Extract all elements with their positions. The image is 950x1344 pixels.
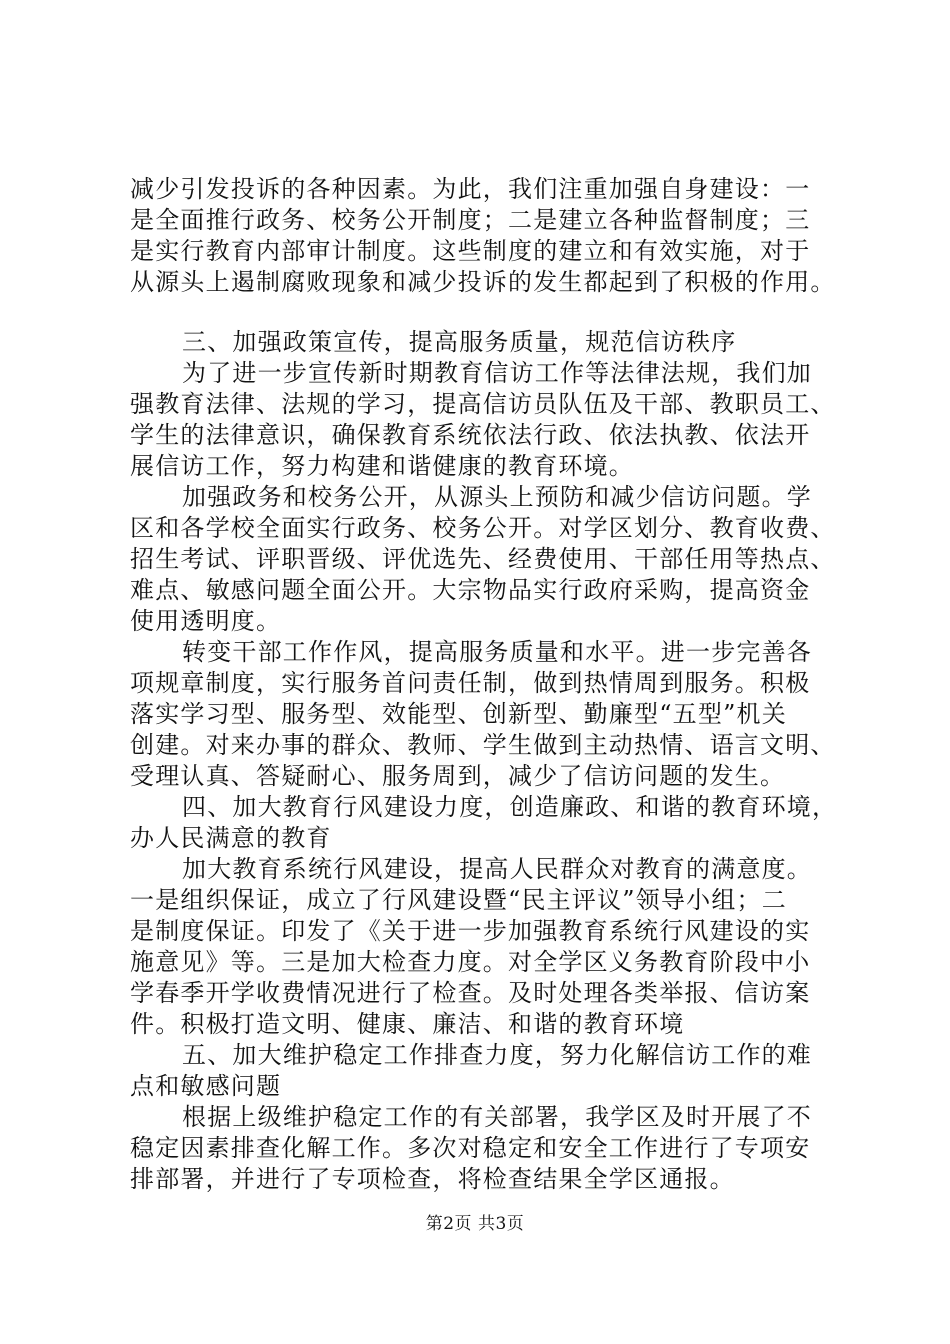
text-line: 受理认真、答疑耐心、服务周到，减少了信访问题的发生。 (130, 762, 786, 790)
section-heading-4: 四、加大教育行风建设力度，创造廉政、和谐的教育环境， (182, 793, 838, 821)
text-line: 加强政务和校务公开，从源头上预防和减少信访问题。学 (182, 483, 812, 511)
section-heading-3: 三、加强政策宣传，提高服务质量，规范信访秩序 (182, 328, 737, 356)
text-line: 稳定因素排查化解工作。多次对稳定和安全工作进行了专项安 (130, 1134, 811, 1162)
text-line: 是制度保证。印发了《关于进一步加强教育系统行风建设的实 (130, 917, 811, 945)
text-line: 招生考试、评职晋级、评优选先、经费使用、干部任用等热点、 (130, 545, 836, 573)
text-line: 展信访工作，努力构建和谐健康的教育环境。 (130, 452, 634, 480)
text-line: 为了进一步宣传新时期教育信访工作等法律法规，我们加 (182, 359, 812, 387)
text-line: 加大教育系统行风建设，提高人民群众对教育的满意度。 (182, 855, 812, 883)
page-footer (0, 1212, 950, 1236)
text-line: 转变干部工作作风，提高服务质量和水平。进一步完善各 (182, 638, 812, 666)
text-line: 减少引发投诉的各种因素。为此，我们注重加强自身建设：一 (130, 175, 811, 203)
text-line: 一是组织保证，成立了行风建设暨“民主评议”领导小组；二 (130, 886, 787, 914)
text-line: 件。积极打造文明、健康、廉洁、和谐的教育环境 (130, 1010, 685, 1038)
text-line: 区和各学校全面实行政务、校务公开。对学区划分、教育收费、 (130, 514, 836, 542)
text-line: 创建。对来办事的群众、教师、学生做到主动热情、语言文明、 (130, 731, 836, 759)
text-line: 落实学习型、服务型、效能型、创新型、勤廉型“五型”机关 (130, 700, 787, 728)
text-line: 排部署，并进行了专项检查，将检查结果全学区通报。 (130, 1165, 735, 1193)
text-line: 项规章制度，实行服务首问责任制，做到热情周到服务。积极 (130, 669, 811, 697)
page-number: 第2页 共3页 (425, 1214, 525, 1234)
section-heading-5-continued: 点和敏感问题 (130, 1072, 282, 1100)
section-heading-5: 五、加大维护稳定工作排查力度，努力化解信访工作的难 (182, 1041, 812, 1069)
text-line: 学春季开学收费情况进行了检查。及时处理各类举报、信访案 (130, 979, 811, 1007)
text-line: 施意见》等。三是加大检查力度。对全学区义务教育阶段中小 (130, 948, 811, 976)
text-line: 强教育法律、法规的学习，提高信访员队伍及干部、教职员工、 (130, 390, 836, 418)
text-line: 从源头上遏制腐败现象和减少投诉的发生都起到了积极的作用。 (130, 268, 836, 296)
text-line: 使用透明度。 (130, 607, 282, 635)
text-line: 是全面推行政务、校务公开制度；二是建立各种监督制度；三 (130, 206, 811, 234)
section-heading-4-continued: 办人民满意的教育 (130, 824, 332, 852)
text-line: 根据上级维护稳定工作的有关部署，我学区及时开展了不 (182, 1103, 812, 1131)
text-line: 是实行教育内部审计制度。这些制度的建立和有效实施，对于 (130, 237, 811, 265)
document-body (130, 174, 850, 1195)
text-line: 学生的法律意识，确保教育系统依法行政、依法执教、依法开 (130, 421, 811, 449)
text-line: 难点、敏感问题全面公开。大宗物品实行政府采购，提高资金 (130, 576, 811, 604)
